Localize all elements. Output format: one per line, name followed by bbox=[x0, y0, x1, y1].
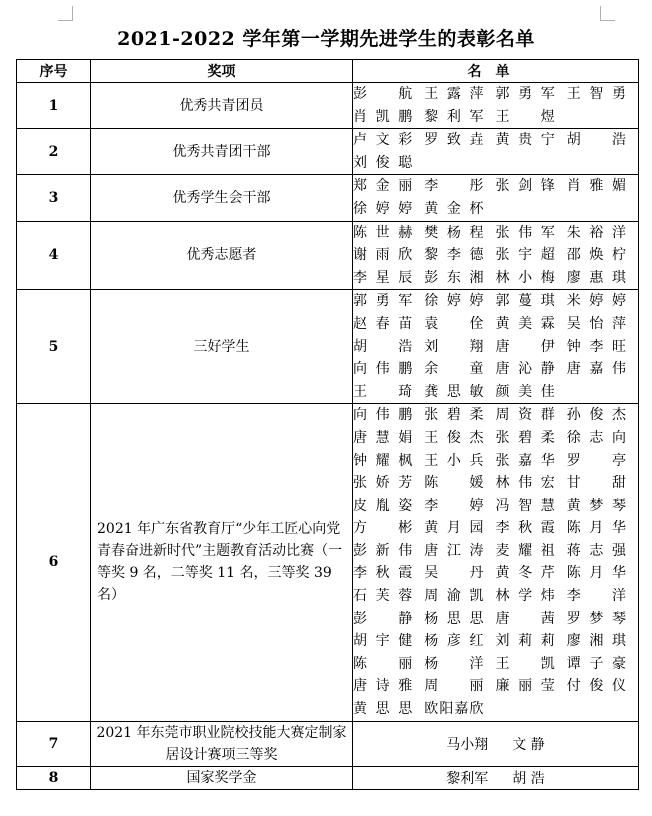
student-name: 罗 亭 bbox=[566, 452, 626, 469]
student-name: 刘 翔 bbox=[424, 338, 484, 355]
student-name: 谢雨欣 bbox=[353, 247, 413, 264]
student-name: 欧阳嘉欣 bbox=[424, 701, 484, 718]
table-row bbox=[17, 404, 639, 721]
student-name: 陈月华 bbox=[566, 565, 626, 582]
student-name: 王 琦 bbox=[353, 383, 413, 400]
student-name: 黄金杯 bbox=[424, 200, 484, 217]
student-name: 袁 佺 bbox=[424, 315, 484, 332]
student-name: 林学炜 bbox=[495, 588, 555, 605]
student-name: 张剑锋 bbox=[495, 178, 555, 195]
student-name: 胡 浩 bbox=[566, 132, 626, 149]
student-name: 刘俊聪 bbox=[353, 154, 413, 171]
student-name: 罗致垚 bbox=[424, 132, 484, 149]
student-name: 冯智慧 bbox=[495, 497, 555, 514]
student-name: 杨思思 bbox=[424, 610, 484, 627]
row-award: 优秀志愿者 bbox=[91, 221, 353, 290]
student-name: 黄冬芹 bbox=[495, 565, 555, 582]
student-name: 李星辰 bbox=[353, 269, 413, 286]
student-name: 张碧柔 bbox=[424, 407, 484, 424]
header-names: 名单 bbox=[353, 60, 639, 83]
student-name: 杨彦红 bbox=[424, 633, 484, 650]
row-award: 优秀学生会干部 bbox=[91, 175, 353, 221]
row-seq: 4 bbox=[17, 221, 91, 290]
row-seq: 5 bbox=[17, 290, 91, 404]
student-name: 陈月华 bbox=[566, 520, 626, 537]
table-body bbox=[17, 83, 639, 790]
student-name: 黄月园 bbox=[424, 520, 484, 537]
student-name: 周资群 bbox=[495, 407, 555, 424]
student-name: 周 丽 bbox=[424, 678, 484, 695]
student-name: 王 煜 bbox=[495, 108, 555, 125]
student-name: 胡 浩 bbox=[512, 770, 545, 787]
student-name: 钟李旺 bbox=[566, 338, 626, 355]
student-name: 张碧柔 bbox=[495, 429, 555, 446]
student-name: 文 静 bbox=[512, 736, 545, 753]
student-name: 郭勇军 bbox=[353, 293, 413, 310]
student-name: 陈 媛 bbox=[424, 475, 484, 492]
table-row bbox=[17, 766, 639, 789]
header-award: 奖项 bbox=[91, 60, 353, 83]
student-name: 李 洋 bbox=[566, 588, 626, 605]
student-name: 皮胤姿 bbox=[353, 497, 413, 514]
row-names bbox=[353, 83, 639, 129]
student-name: 谭子豪 bbox=[566, 655, 626, 672]
student-name: 徐婷婷 bbox=[424, 293, 484, 310]
student-name: 胡 浩 bbox=[353, 338, 413, 355]
student-name: 黎李德 bbox=[424, 247, 484, 264]
student-name: 徐志向 bbox=[566, 429, 626, 446]
student-name: 张宇超 bbox=[495, 247, 555, 264]
student-name: 李秋霞 bbox=[353, 565, 413, 582]
row-seq: 8 bbox=[17, 766, 91, 789]
student-name: 孙俊杰 bbox=[566, 407, 626, 424]
margin-mark-top-left bbox=[58, 6, 73, 21]
student-name: 麦耀祖 bbox=[495, 542, 555, 559]
table-header-row bbox=[17, 60, 639, 83]
row-names bbox=[353, 221, 639, 290]
student-name: 徐婷婷 bbox=[353, 200, 413, 217]
student-name: 向伟鹏 bbox=[353, 361, 413, 378]
student-name: 郭蔓琪 bbox=[495, 293, 555, 310]
student-name: 米婷婷 bbox=[566, 293, 626, 310]
student-name: 唐嘉伟 bbox=[566, 361, 626, 378]
row-names bbox=[353, 290, 639, 404]
student-name: 廉丽莹 bbox=[495, 678, 555, 695]
student-name: 彭东湘 bbox=[424, 269, 484, 286]
student-name: 李秋霞 bbox=[495, 520, 555, 537]
student-name: 陈 丽 bbox=[353, 655, 413, 672]
student-name: 吴 丹 bbox=[424, 565, 484, 582]
student-name: 彭新伟 bbox=[353, 542, 413, 559]
award-table bbox=[16, 59, 639, 790]
student-name: 杨 洋 bbox=[424, 655, 484, 672]
row-seq: 6 bbox=[17, 404, 91, 721]
student-name: 邵焕柠 bbox=[566, 247, 626, 264]
student-name: 唐诗雅 bbox=[353, 678, 413, 695]
student-name: 石芙蓉 bbox=[353, 588, 413, 605]
student-name: 余 童 bbox=[424, 361, 484, 378]
student-name: 卢文彩 bbox=[353, 132, 413, 149]
row-names bbox=[353, 404, 639, 721]
student-name: 龚思敏 bbox=[424, 383, 484, 400]
student-name: 周渝凯 bbox=[424, 588, 484, 605]
row-seq: 3 bbox=[17, 175, 91, 221]
row-seq: 7 bbox=[17, 721, 91, 766]
student-name: 林伟宏 bbox=[495, 475, 555, 492]
document-title: 2021-2022 学年第一学期先进学生的表彰名单 bbox=[117, 28, 535, 50]
student-name: 陈世赫 bbox=[353, 224, 413, 241]
student-name: 李 彤 bbox=[424, 178, 484, 195]
student-name: 甘 甜 bbox=[566, 475, 626, 492]
row-names bbox=[353, 721, 639, 766]
student-name: 肖凯鹏 bbox=[353, 108, 413, 125]
row-names bbox=[353, 175, 639, 221]
table-row bbox=[17, 129, 639, 175]
student-name: 王智勇 bbox=[566, 86, 626, 102]
student-name: 张嘉华 bbox=[495, 452, 555, 469]
student-name: 赵春苗 bbox=[353, 315, 413, 332]
row-award: 优秀共青团员 bbox=[91, 83, 353, 129]
student-name: 张伟军 bbox=[495, 224, 555, 241]
student-name: 吴怡萍 bbox=[566, 315, 626, 332]
student-name: 黄思思 bbox=[353, 701, 413, 718]
student-name: 唐沁静 bbox=[495, 361, 555, 378]
student-name: 钟耀枫 bbox=[353, 452, 413, 469]
row-names bbox=[353, 766, 639, 789]
student-name: 郭勇军 bbox=[495, 86, 555, 102]
student-name: 马小翔 bbox=[446, 736, 489, 753]
row-award: 优秀共青团干部 bbox=[91, 129, 353, 175]
student-name: 林小梅 bbox=[495, 269, 555, 286]
table-row bbox=[17, 221, 639, 290]
table-row bbox=[17, 721, 639, 766]
row-award: 2021 年东莞市职业院校技能大赛定制家居设计赛项三等奖 bbox=[91, 721, 353, 766]
student-name: 方 彬 bbox=[353, 520, 413, 537]
student-name: 王露萍 bbox=[424, 86, 484, 102]
student-name: 黄美霖 bbox=[495, 315, 555, 332]
student-name: 黄贵宁 bbox=[495, 132, 555, 149]
student-name: 郑金丽 bbox=[353, 178, 413, 195]
student-name: 朱裕洋 bbox=[566, 224, 626, 241]
student-name: 颜美佳 bbox=[495, 383, 555, 400]
row-award: 国家奖学金 bbox=[91, 766, 353, 789]
row-seq: 1 bbox=[17, 83, 91, 129]
student-name: 刘莉莉 bbox=[495, 633, 555, 650]
table-row bbox=[17, 83, 639, 129]
student-name: 彭 航 bbox=[353, 86, 413, 102]
student-name: 唐 伊 bbox=[495, 338, 555, 355]
student-name: 向伟鹏 bbox=[353, 407, 413, 424]
student-name: 付俊仪 bbox=[566, 678, 626, 695]
student-name: 张娇芳 bbox=[353, 475, 413, 492]
margin-mark-top-right bbox=[600, 6, 615, 21]
table-row bbox=[17, 290, 639, 404]
student-name: 黎利军 bbox=[446, 770, 489, 787]
student-name: 蒋志强 bbox=[566, 542, 626, 559]
row-award: 三好学生 bbox=[91, 290, 353, 404]
student-name: 王小兵 bbox=[424, 452, 484, 469]
student-name: 肖雅媚 bbox=[566, 178, 626, 195]
student-name: 黎利军 bbox=[424, 108, 484, 125]
student-name: 胡宇健 bbox=[353, 633, 413, 650]
student-name: 唐 茜 bbox=[495, 610, 555, 627]
student-name: 黄梦琴 bbox=[566, 497, 626, 514]
student-name: 廖惠琪 bbox=[566, 269, 626, 286]
student-name: 唐江涛 bbox=[424, 542, 484, 559]
student-name: 廖湘琪 bbox=[566, 633, 626, 650]
student-name: 李 婷 bbox=[424, 497, 484, 514]
student-name: 王 凯 bbox=[495, 655, 555, 672]
table-row bbox=[17, 175, 639, 221]
student-name: 唐慧娟 bbox=[353, 429, 413, 446]
row-award: 2021 年广东省教育厅“少年工匠心向党 青春奋进新时代”主题教育活动比赛（一等奖 9 名，二等奖 11 名，三等奖 39 名） bbox=[91, 404, 353, 721]
row-seq: 2 bbox=[17, 129, 91, 175]
student-name: 罗梦琴 bbox=[566, 610, 626, 627]
row-names bbox=[353, 129, 639, 175]
student-name: 樊杨程 bbox=[424, 224, 484, 241]
header-seq: 序号 bbox=[17, 60, 91, 83]
student-name: 彭 静 bbox=[353, 610, 413, 627]
student-name: 王俊杰 bbox=[424, 429, 484, 446]
